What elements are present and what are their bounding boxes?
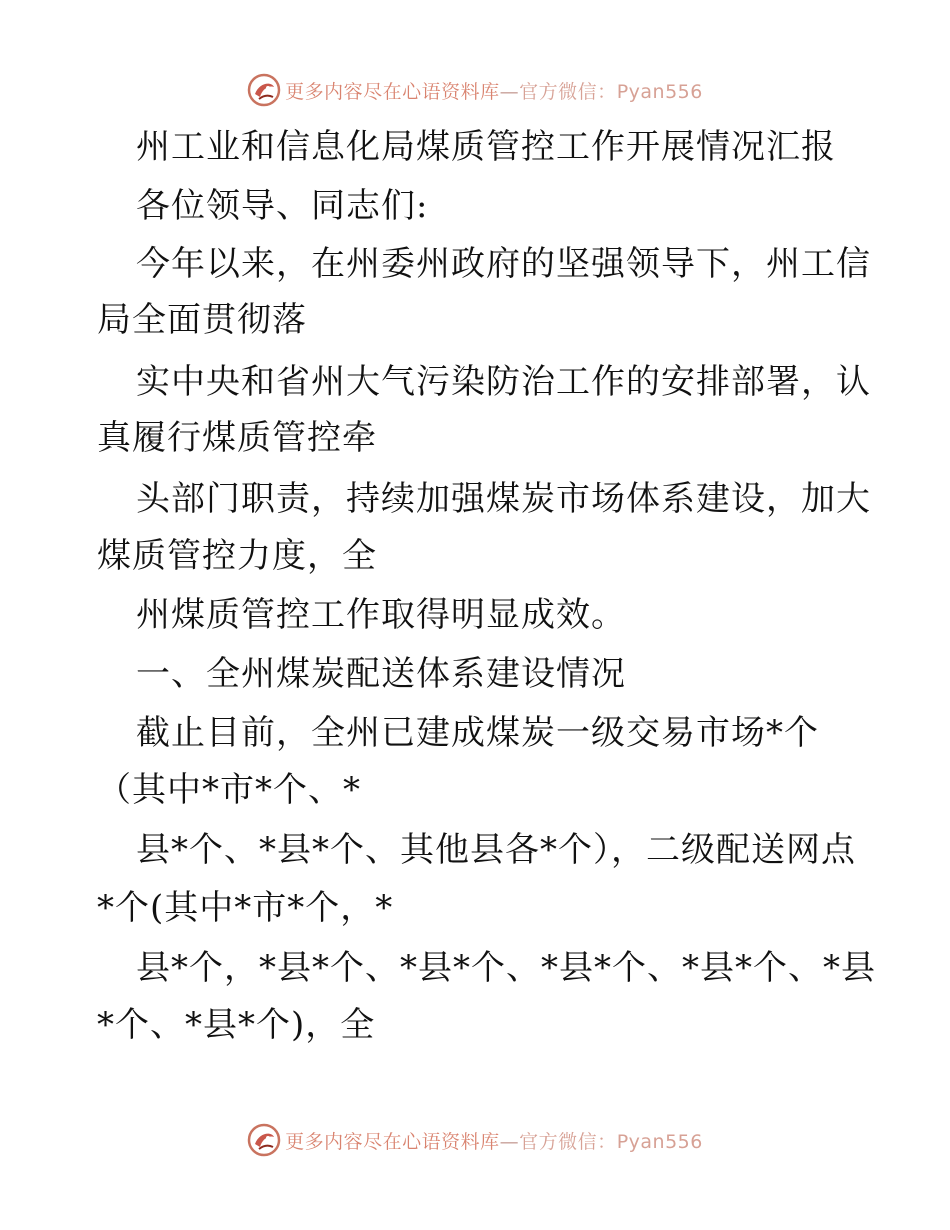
- paragraph-line: 煤质管控力度，全: [97, 536, 377, 576]
- section-heading: 一、全州煤炭配送体系建设情况: [136, 654, 626, 694]
- header-watermark: [0, 70, 950, 110]
- footer-watermark: [0, 1120, 950, 1160]
- paragraph-line: 州煤质管控工作取得明显成效。: [136, 595, 626, 635]
- swirl-logo-icon: [247, 73, 281, 107]
- paragraph-line: *个(其中*市*个，*: [97, 888, 394, 928]
- paragraph-line: 截止目前，全州已建成煤炭一级交易市场*个: [136, 713, 819, 753]
- watermark-text: 更多内容尽在心语资料库—官方微信：Pyan556: [285, 1130, 703, 1153]
- paragraph-line: 真履行煤质管控牵: [97, 418, 377, 458]
- document-title: 州工业和信息化局煤质管控工作开展情况汇报: [136, 127, 836, 167]
- swirl-logo-icon: [247, 1123, 281, 1157]
- paragraph-line: 局全面贯彻落: [97, 300, 307, 340]
- paragraph-line: 今年以来，在州委州政府的坚强领导下，州工信: [136, 244, 871, 284]
- greeting: 各位领导、同志们:: [136, 186, 429, 226]
- watermark-text: 更多内容尽在心语资料库—官方微信：Pyan556: [285, 80, 703, 103]
- paragraph-line: 县*个、*县*个、其他县各*个），二级配送网点: [136, 830, 856, 870]
- paragraph-line: *个、*县*个)，全: [97, 1005, 376, 1045]
- paragraph-line: 县*个，*县*个、*县*个、*县*个、*县*个、*县: [136, 948, 876, 988]
- paragraph-line: （其中*市*个、*: [97, 770, 361, 810]
- paragraph-line: 实中央和省州大气污染防治工作的安排部署，认: [136, 362, 871, 402]
- paragraph-line: 头部门职责，持续加强煤炭市场体系建设，加大: [136, 479, 871, 519]
